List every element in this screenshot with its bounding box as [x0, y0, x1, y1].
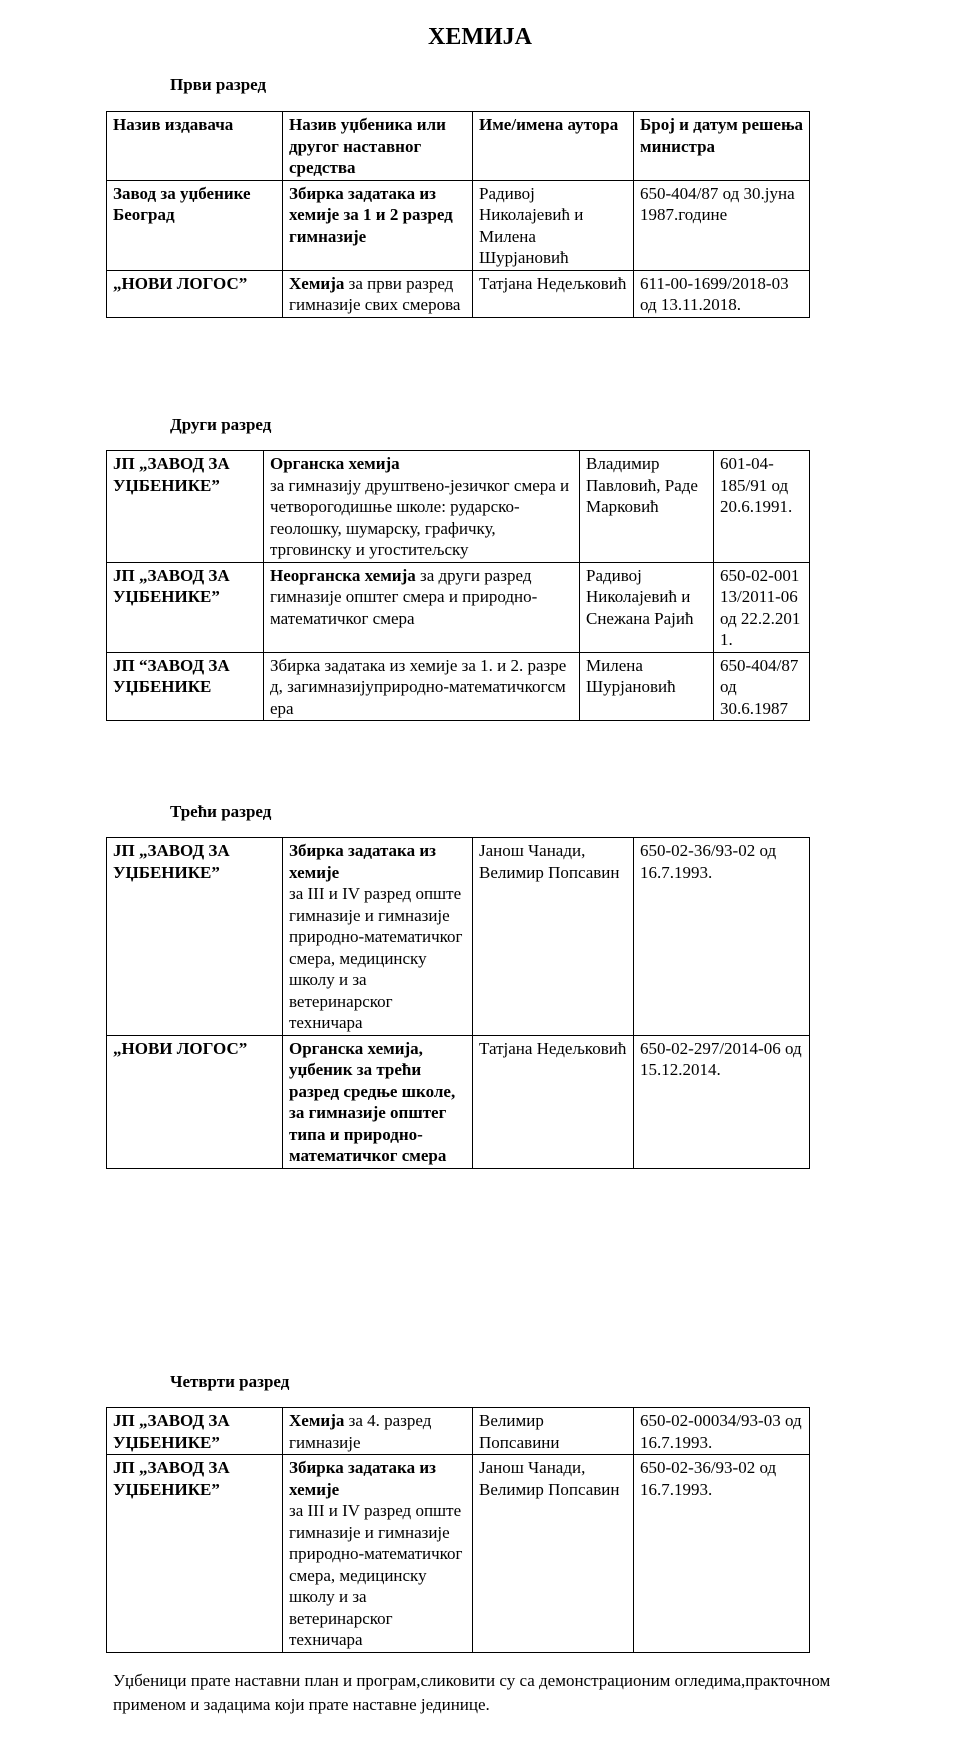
- table-header-row: [107, 112, 810, 181]
- cell-textbook: [283, 838, 473, 1036]
- cell-decision: 650-02-36/93-02 од 16.7.1993.: [634, 838, 810, 1036]
- cell-decision: 650-02-00034/93-03 од 16.7.1993.: [634, 1408, 810, 1455]
- header-authors: Име/имена аутора: [473, 112, 634, 181]
- cell-decision: 650-02-36/93-02 од 16.7.1993.: [634, 1455, 810, 1653]
- grade-3-table: [106, 837, 810, 1169]
- cell-publisher: „НОВИ ЛОГОС”: [107, 1035, 283, 1168]
- grade-2-heading: Други разред: [170, 415, 272, 434]
- cell-textbook: Органска хемија, уџбеник за трећи разред средње школе, за гимназије општег типа и природно-математичког смера: [283, 1035, 473, 1168]
- grade-1-heading: Први разред: [170, 75, 267, 94]
- textbook-title: Хемија: [289, 273, 345, 293]
- cell-textbook: [283, 1408, 473, 1455]
- header-publisher: Назив издавача: [107, 112, 283, 181]
- cell-decision: 650-404/87 од 30.јуна 1987.године: [634, 180, 810, 270]
- cell-publisher: Завод за уџбенике Београд: [107, 180, 283, 270]
- textbook-title: Збирка задатака из хемије: [289, 841, 436, 882]
- cell-textbook: Збирка задатака из хемије за 1 и 2 разред гимназије: [283, 180, 473, 270]
- table-row: [107, 451, 810, 563]
- grade-3-heading: Трећи разред: [170, 802, 272, 821]
- cell-authors: Јанош Чанади, Велимир Попсавин: [473, 838, 634, 1036]
- cell-decision: 650-02-297/2014-06 од 15.12.2014.: [634, 1035, 810, 1168]
- grade-4-heading: Четврти разред: [170, 1372, 290, 1391]
- footer-note: Уџбеници прате наставни план и програм,сликовити су са демонстрационим огледима,практочном применом и задацима који прате наставне јединице.: [113, 1671, 831, 1714]
- grade-2-table: [106, 450, 810, 721]
- cell-textbook: [264, 562, 580, 652]
- cell-publisher: ЈП “ЗАВОД ЗА УЏБЕНИКЕ: [107, 652, 264, 721]
- textbook-desc: за први разред гимназије свих смерова: [289, 273, 461, 314]
- textbook-title: Неорганска хемија: [270, 565, 416, 585]
- textbook-desc: за други разред гимназије општег смера и природно-математичког смера: [270, 565, 538, 628]
- table-row: [107, 838, 810, 1036]
- cell-authors: Милена Шурјановић: [580, 652, 714, 721]
- cell-publisher: ЈП „ЗАВОД ЗА УЏБЕНИКЕ”: [107, 562, 264, 652]
- cell-authors: Татјана Недељковић: [473, 270, 634, 317]
- cell-decision: 650-404/87 од 30.6.1987: [714, 652, 810, 721]
- cell-textbook: Збирка задатака из хемије за 1. и 2. разред, загимназијуприродно-математичкогсмера: [264, 652, 580, 721]
- cell-authors: Радивој Николајевић и Милена Шурјановић: [473, 180, 634, 270]
- textbook-desc: за III и IV разред опште гимназије и гимназије природно-математичког смера, медицинску школу и за ветеринарског техничара: [289, 884, 463, 1032]
- table-row: [107, 652, 810, 721]
- table-row: [107, 180, 810, 270]
- cell-publisher: ЈП „ЗАВОД ЗА УЏБЕНИКЕ”: [107, 451, 264, 563]
- cell-publisher: „НОВИ ЛОГОС”: [107, 270, 283, 317]
- cell-authors: Радивој Николајевић и Снежана Рајић: [580, 562, 714, 652]
- textbook-title: Хемија: [289, 1411, 345, 1430]
- cell-textbook: [264, 451, 580, 563]
- textbook-desc: за 4. разред гимназије: [289, 1411, 432, 1452]
- cell-publisher: ЈП „ЗАВОД ЗА УЏБЕНИКЕ”: [107, 1455, 283, 1653]
- textbook-title: Органска хемија: [270, 454, 400, 473]
- cell-decision: 601-04-185/91 од 20.6.1991.: [714, 451, 810, 563]
- cell-publisher: ЈП „ЗАВОД ЗА УЏБЕНИКЕ”: [107, 1408, 283, 1455]
- grade-1-table: [106, 111, 810, 318]
- table-row: [107, 270, 810, 317]
- header-decision: Број и датум решења министра: [634, 112, 810, 181]
- cell-textbook: [283, 1455, 473, 1653]
- textbook-desc: за III и IV разред опште гимназије и гимназије природно-математичког смера, медицинску школу и за ветеринарског техничара: [289, 1501, 463, 1649]
- textbook-desc: за гимназију друштвено-језичког смера и четворогодишње школе: рударско-геолошку, шумарску, графичку, трговинску и угоститељску: [270, 475, 570, 559]
- cell-publisher: ЈП „ЗАВОД ЗА УЏБЕНИКЕ”: [107, 838, 283, 1036]
- cell-decision: 650-02-00113/2011-06 од 22.2.2011.: [714, 562, 810, 652]
- table-row: [107, 1035, 810, 1168]
- cell-authors: Владимир Павловић, Раде Марковић: [580, 451, 714, 563]
- cell-authors: Татјана Недељковић: [473, 1035, 634, 1168]
- textbook-title: Збирка задатака из хемије: [289, 1458, 436, 1499]
- header-textbook: Назив уџбеника или другог наставног средства: [283, 112, 473, 181]
- table-row: [107, 1408, 810, 1455]
- cell-authors: Јанош Чанади, Велимир Попсавин: [473, 1455, 634, 1653]
- cell-textbook: [283, 270, 473, 317]
- grade-4-table: [106, 1407, 810, 1653]
- table-row: [107, 1455, 810, 1653]
- page-title: ХЕМИЈА: [428, 24, 532, 50]
- cell-authors: Велимир Попсавини: [473, 1408, 634, 1455]
- table-row: [107, 562, 810, 652]
- cell-decision: 611-00-1699/2018-03 од 13.11.2018.: [634, 270, 810, 317]
